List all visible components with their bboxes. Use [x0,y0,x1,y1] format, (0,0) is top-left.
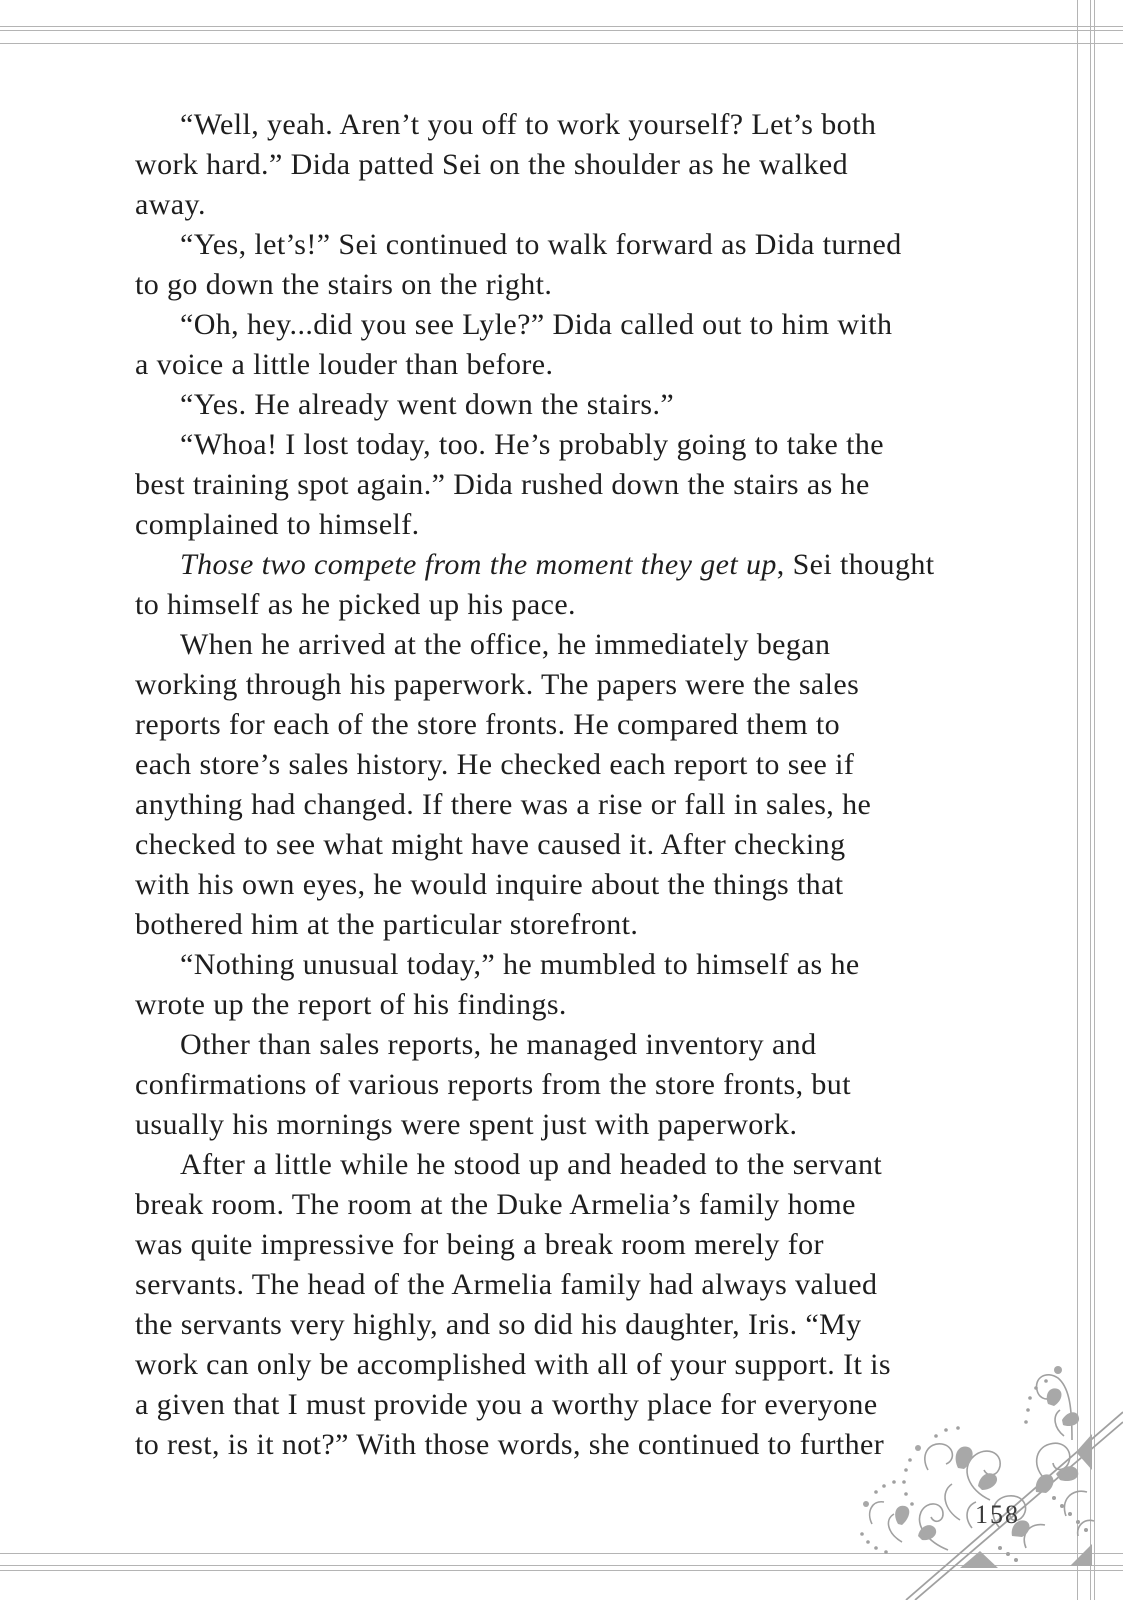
text-line: work can only be accomplished with all of your support. It is [135,1348,891,1381]
text-line: best training spot again.” Dida rushed down the stairs as he [135,468,870,501]
text-line: was quite impressive for being a break room merely for [135,1228,824,1261]
page-number: 158 [975,1500,1020,1529]
frame-top-inner-line [0,43,1123,44]
text-line: work hard.” Dida patted Sei on the shoulder as he walked [135,148,849,181]
text-line: to himself as he picked up his pace. [135,588,576,621]
text-line: to rest, is it not?” With those words, she continued to further [135,1428,885,1461]
frame-top-outer-line2 [0,30,1123,31]
text-line: each store’s sales history. He checked each report to see if [135,748,855,781]
text-line: the servants very highly, and so did his daughter, Iris. “My [135,1308,862,1341]
text-line: away. [135,188,206,221]
text-line: “Oh, hey...did you see Lyle?” Dida called out to him with [180,308,893,341]
text-line: “Nothing unusual today,” he mumbled to himself as he [180,948,860,981]
text-line [135,545,935,585]
text-line-tail: , Sei thought [776,548,935,581]
text-line: “Yes, let’s!” Sei continued to walk forward as Dida turned [180,228,902,261]
text-line: After a little while he stood up and headed to the servant [180,1148,883,1181]
floral-corner-ornament-icon [840,1340,1123,1600]
text-line: When he arrived at the office, he immediately began [180,628,831,661]
text-line: checked to see what might have caused it. After checking [135,828,846,861]
text-line: “Yes. He already went down the stairs.” [180,388,675,421]
text-line: break room. The room at the Duke Armelia’s family home [135,1188,856,1221]
text-line: complained to himself. [135,508,420,541]
text-line: usually his mornings were spent just with paperwork. [135,1108,798,1141]
text-line: to go down the stairs on the right. [135,268,553,301]
text-line: confirmations of various reports from the store fronts, but [135,1068,851,1101]
text-line: a given that I must provide you a worthy place for everyone [135,1388,878,1421]
text-line: with his own eyes, he would inquire about the things that [135,868,844,901]
body-text [135,105,935,1465]
text-line: bothered him at the particular storefront. [135,908,639,941]
text-line: anything had changed. If there was a rise or fall in sales, he [135,788,872,821]
italic-thought-text: Those two compete from the moment they get up [180,548,777,581]
text-line: Other than sales reports, he managed inventory and [180,1028,817,1061]
text-line: servants. The head of the Armelia family had always valued [135,1268,878,1301]
text-line: wrote up the report of his findings. [135,988,567,1021]
text-line: a voice a little louder than before. [135,348,554,381]
text-line: reports for each of the store fronts. He compared them to [135,708,841,741]
text-line: working through his paperwork. The papers were the sales [135,668,860,701]
text-line: “Whoa! I lost today, too. He’s probably going to take the [180,428,885,461]
text-line: “Well, yeah. Aren’t you off to work yourself? Let’s both [180,108,877,141]
frame-top-outer-line [0,26,1123,27]
